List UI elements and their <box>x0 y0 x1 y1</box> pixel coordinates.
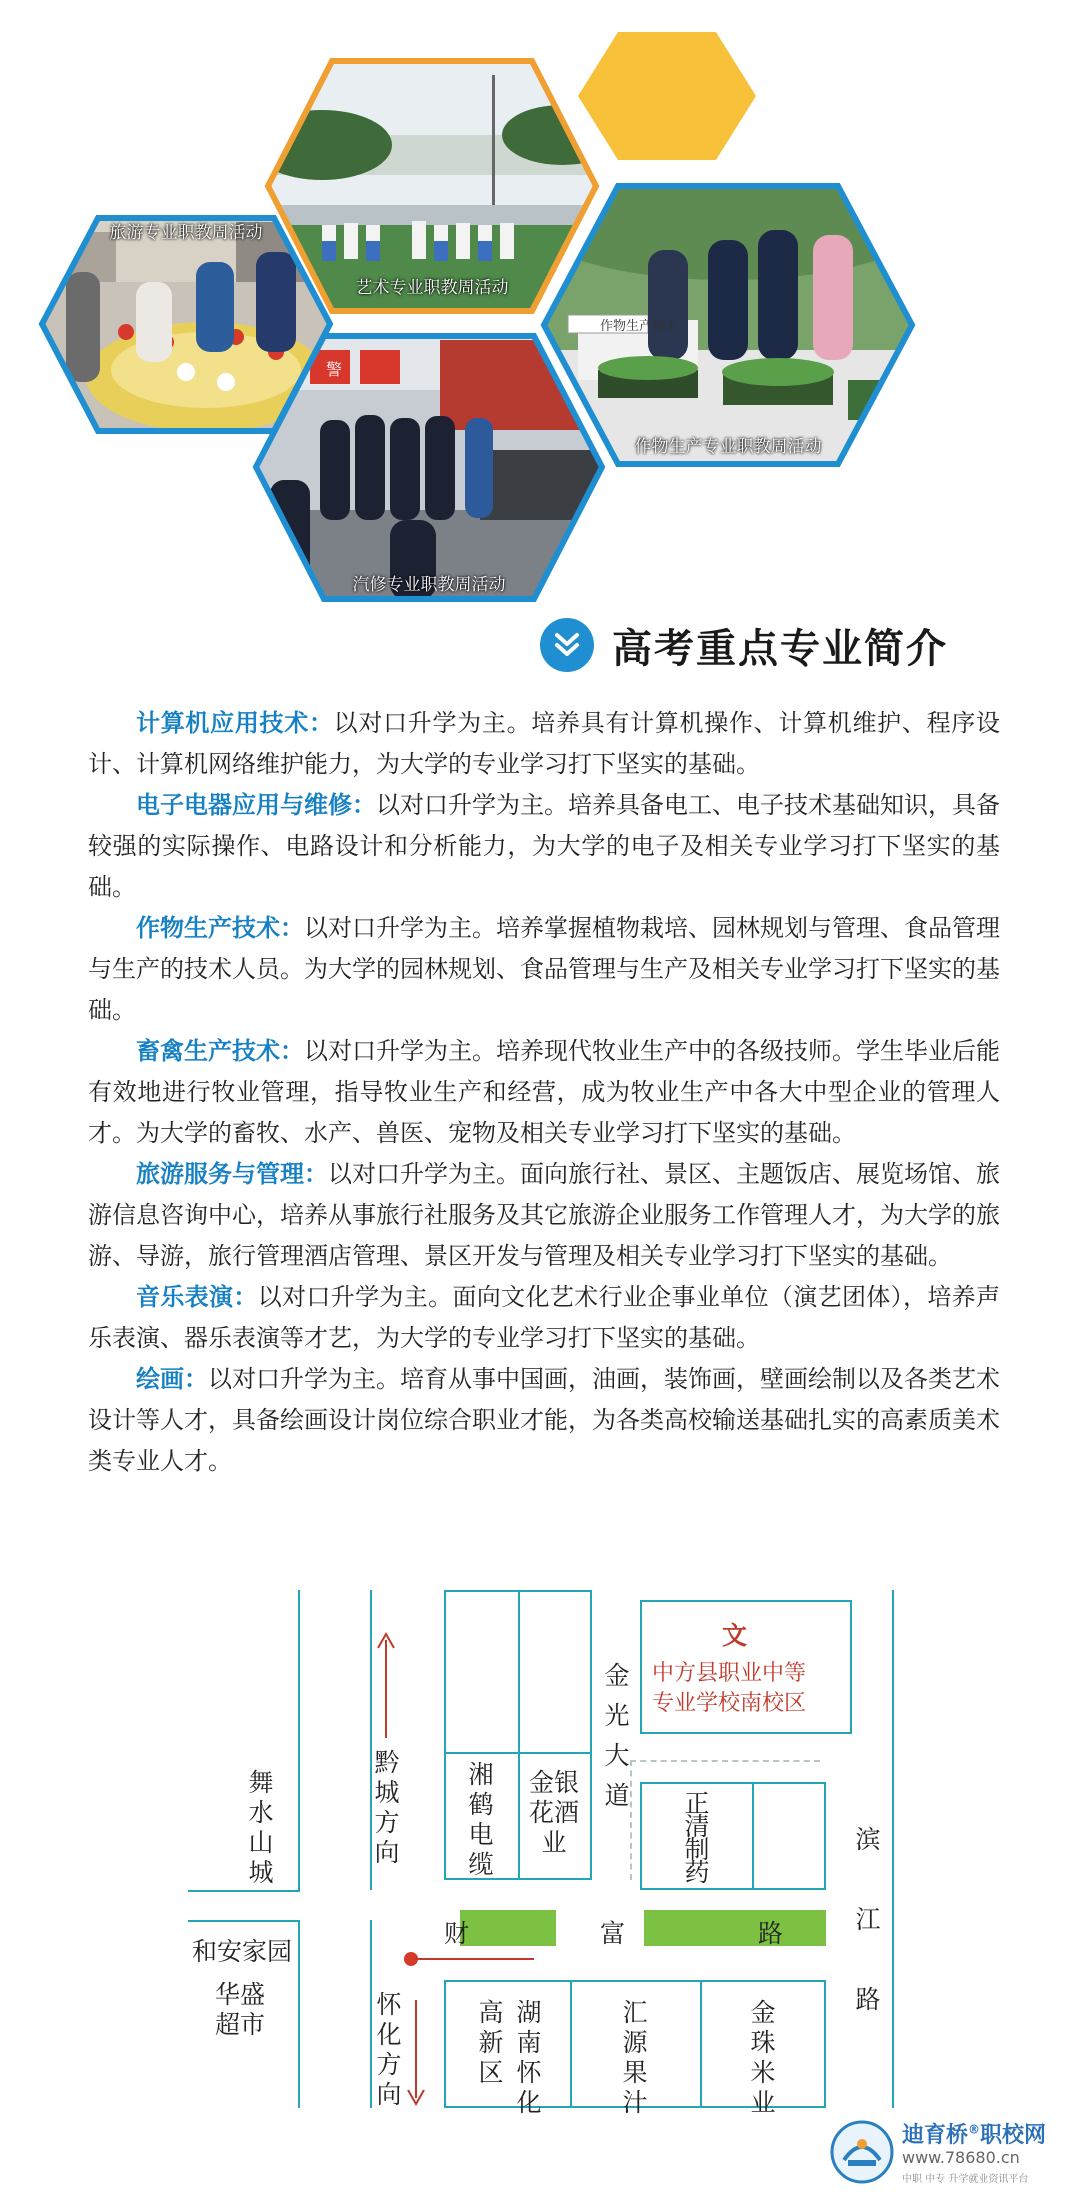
block-divider <box>518 1590 520 1880</box>
watermark-tagline: 中职 中专 升学就业资讯平台 <box>902 2174 1029 2185</box>
label-caifu-1: 财 <box>444 1919 470 1948</box>
watermark-reg: ® <box>968 2122 981 2137</box>
major-item <box>88 1154 1000 1277</box>
major-item <box>88 703 1000 785</box>
label-jinyinhua: 金银花酒业 <box>528 1768 579 1857</box>
block-divider <box>700 1980 702 2108</box>
major-desc: 以对口升学为主。培养掌握植物栽培、园林规划与管理、食品管理与生产的技术人员。为大学的园林规划、食品管理与生产及相关专业学习打下坚实的基础。 <box>88 914 1000 1024</box>
major-item <box>88 1359 1000 1482</box>
label-zhengqing: 正清制药 <box>684 1789 710 1887</box>
watermark-suffix: 职校网 <box>980 2123 1047 2148</box>
photo-caption: 艺术专业职教周活动 <box>355 278 509 298</box>
label-gaoxin: 高新区 <box>478 1998 504 2087</box>
label-wushui: 舞水山城 <box>248 1768 274 1887</box>
major-item <box>88 785 1000 908</box>
major-desc: 以对口升学为主。培养具备电工、电子技术基础知识，具备较强的实际操作、电路设计和分析能力，为大学的电子及相关专业学习打下坚实的基础。 <box>88 791 1000 901</box>
road-line <box>892 1590 894 2108</box>
section-heading <box>540 614 948 676</box>
dashed-road <box>630 1760 632 1880</box>
block-divider <box>570 1980 572 2108</box>
major-name: 绘画： <box>136 1365 208 1393</box>
caifu-road-green <box>460 1910 556 1946</box>
major-desc: 以对口升学为主。培养具有计算机操作、计算机维护、程序设计、计算机网络维护能力，为大学的专业学习打下坚实的基础。 <box>88 709 1001 778</box>
major-item <box>88 1031 1000 1154</box>
road-line <box>298 1590 300 1890</box>
road-line <box>370 1920 372 2108</box>
major-name: 作物生产技术： <box>136 914 304 942</box>
major-name: 电子电器应用与维修： <box>136 791 376 819</box>
gold-hexagon <box>578 32 756 160</box>
site-logo-icon <box>830 2120 894 2184</box>
school-mark: 文 <box>722 1621 748 1650</box>
label-binjiang: 滨江路 <box>855 1825 881 2014</box>
road-line <box>188 1890 300 1892</box>
label-caifu-2: 富 <box>600 1919 626 1948</box>
block-zhengqing <box>640 1782 826 1890</box>
label-hunan-huaihua: 湖南怀化 <box>516 1998 542 2117</box>
label-huaihua: 怀化方向 <box>376 1990 402 2109</box>
label-qiancheng: 黔城方向 <box>374 1748 400 1867</box>
label-heanjiayuan: 和安家园 <box>192 1937 293 1966</box>
label-xianghe: 湘鹤电缆 <box>468 1760 494 1879</box>
school-name-line2: 专业学校南校区 <box>652 1691 807 1716</box>
major-desc: 以对口升学为主。培养现代牧业生产中的各级技师。学生毕业后能有效地进行牧业管理，指导牧业生产和经营，成为牧业生产中各大中型企业的管理人才。为大学的畜牧、水产、兽医、宠物及相关专业学习打下坚实的基础。 <box>88 1037 1000 1147</box>
label-huasheng: 华盛超市 <box>214 1980 265 2039</box>
watermark-brand: 迪育桥 <box>902 2123 969 2148</box>
block-divider <box>444 1752 592 1754</box>
label-huiyuan: 汇源果汁 <box>622 1998 648 2117</box>
major-desc: 以对口升学为主。面向文化艺术行业企事业单位（演艺团体），培养声乐表演、器乐表演等才艺，为大学的专业学习打下坚实的基础。 <box>88 1283 1001 1352</box>
road-line <box>188 1920 300 1922</box>
workshop-sign-text: 警 <box>326 360 343 379</box>
site-watermark <box>830 2118 1070 2188</box>
label-jinzhu: 金珠米业 <box>750 1998 776 2117</box>
dashed-road <box>630 1760 820 1762</box>
arrow-down-icon <box>404 1998 428 2108</box>
location-map <box>0 1580 1080 2120</box>
photo-caption: 汽修专业职教周活动 <box>352 575 506 595</box>
block-divider <box>752 1782 754 1890</box>
road-line <box>298 1920 300 2108</box>
section-title: 高考重点专业简介 <box>612 625 948 672</box>
major-name: 计算机应用技术： <box>136 709 334 737</box>
label-jinguang: 金光大道 <box>604 1661 630 1810</box>
crop-sign-text: 作物生产技术 <box>600 319 679 334</box>
school-name-line1: 中方县职业中等 <box>652 1661 807 1686</box>
double-chevron-down-icon <box>540 618 594 672</box>
photo-caption: 旅游专业职教周活动 <box>109 223 263 243</box>
caifu-road-green <box>644 1910 826 1946</box>
major-desc: 以对口升学为主。面向旅行社、景区、主题饭店、展览场馆、旅游信息咨询中心，培养从事旅行社服务及其它旅游企业服务工作管理人才，为大学的旅游、导游，旅行管理酒店管理、景区开发与管理及相关专业学习打下坚实的基础。 <box>88 1160 1000 1270</box>
majors-list <box>88 703 1000 1482</box>
major-item <box>88 1277 1000 1359</box>
major-item <box>88 908 1000 1031</box>
arrow-up-icon <box>374 1630 398 1740</box>
major-name: 旅游服务与管理： <box>136 1160 328 1188</box>
photo-caption: 作物生产专业职教周活动 <box>634 437 822 457</box>
major-name: 畜禽生产技术： <box>136 1037 304 1065</box>
location-line <box>414 1958 534 1960</box>
label-caifu-3: 路 <box>758 1919 784 1948</box>
major-desc: 以对口升学为主。培育从事中国画，油画，装饰画，壁画绘制以及各类艺术设计等人才，具备绘画设计岗位综合职业才能，为各类高校输送基础扎实的高素质美术类专业人才。 <box>88 1365 1000 1475</box>
photo-auto-repair <box>250 330 608 605</box>
major-name: 音乐表演： <box>136 1283 258 1311</box>
watermark-url: www.78680.cn <box>902 2148 1020 2167</box>
